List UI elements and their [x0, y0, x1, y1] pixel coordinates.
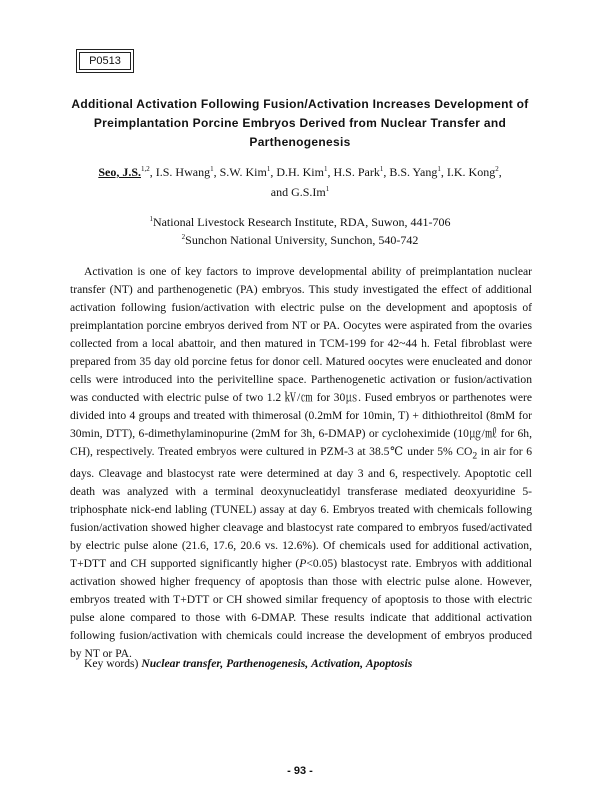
- author-affiliation-mark: 1: [266, 165, 271, 173]
- author-affiliation-mark: 1: [323, 165, 328, 173]
- page-number: - 93 -: [287, 765, 313, 777]
- keyword: Parthenogenesis: [226, 657, 306, 670]
- paper-title: Additional Activation Following Fusion/Activation Increases Development of Preimplantation Porcine Embryos Derived from Nuclear Transfer and Parthenogenesis: [71, 97, 529, 149]
- author: H.S. Park$^1$,: [333, 165, 390, 179]
- affiliation-list: [80, 213, 520, 249]
- author: B.S. Yang$^1$,: [389, 165, 447, 179]
- affiliation: [80, 213, 520, 231]
- abstract-code-box: P0513: [79, 52, 131, 70]
- keywords-line: Key words) Nuclear transfer, Parthenogenesis, Activation, Apoptosis: [84, 657, 413, 670]
- author-name: B.S. Yang: [389, 165, 438, 179]
- keyword: Activation: [311, 657, 361, 670]
- author-first: Seo, J.S.$^{1,2}$,: [98, 165, 156, 179]
- author: [291, 185, 329, 199]
- author-name: H.S. Park: [333, 165, 380, 179]
- author-affiliation-mark: 2: [495, 165, 499, 173]
- author-name: D.H. Kim: [276, 165, 324, 179]
- affiliation-mark: 2: [181, 233, 186, 241]
- affiliation-mark: 1: [149, 215, 153, 223]
- affiliation-text: Sunchon National University, Sunchon, 540-742: [185, 233, 419, 247]
- keyword: Apoptosis: [365, 657, 413, 670]
- author-name: Seo, J.S.: [98, 165, 141, 179]
- author-name: G.S.Im: [291, 185, 326, 199]
- author-name: I.S. Hwang: [155, 165, 211, 179]
- author-conjunction: and: [270, 185, 292, 199]
- keywords-label: Key words): [84, 657, 139, 670]
- affiliation: [80, 231, 520, 249]
- author-affiliation-mark: 1: [325, 185, 330, 193]
- author: S.W. Kim$^1$,: [219, 165, 277, 179]
- author: D.H. Kim$^1$,: [276, 165, 334, 179]
- author-affiliation-mark: 1,2: [141, 165, 150, 173]
- author-affiliation-mark: 1: [437, 165, 441, 173]
- author: I.S. Hwang$^1$,: [155, 165, 220, 179]
- p-value-symbol: P: [299, 557, 307, 571]
- author-affiliation-mark: 1: [379, 165, 384, 173]
- author-list: [80, 162, 520, 202]
- author-name: I.K. Kong: [446, 165, 496, 179]
- author: I.K. Kong$^2$,: [446, 165, 502, 179]
- abstract-body: Activation is one of key factors to improve developmental ability of preimplantation nuclear transfer (NT) and parthenogenetic (PA) embryos. This study investigated the effect of additional activation following fusion/activation with electric pulse on the development and apoptosis of preimplantation porcine embryos derived from NT or PA. Oocytes were aspirated from the ovaries collected from a local abattoir, and then matured in TCM-199 for 42~44 h. Fetal fibroblast were prepared from 35 day old porcine fetus for donor cell. Matured oocytes were enucleated and donor cells were introduced into the perivitelline space. Parthenogenetic activation or fusion/activation was conducted with electric pulse of two 1.2 ㎸/㎝ for 30㎲. Fused embryos or parthenotes were divided into 4 groups and treated with thimerosal (0.2mM for 10min, T) + dithiothreitol (8mM for 30min, DTT), 6-dimethylaminopurine (2mM for 3h, 6-DMAP) or cycloheximide (10㎍/㎖ for 6h, CH), respectively. Treated embryos were cultured in PZM-3 at 38.5℃ under 5% $CO_2$ in air for 6 days. Cleavage and blastocyst rate were determined at day 3 and 6, respectively. Apoptotic cell death was analyzed with a terminal deoxynucleatidyl transferase mediated deoxyuridine 5-triphosphate nick-end labling (TUNEL) assay at day 6. Embryos treated with chemicals following fusion/activation showed higher cleavage and blastocyst rate compared to embryos fused/activated by electric pulse alone (21.6, 17.6, 20.6 vs. 12.6%). Of chemicals used for additional activation, T+DTT and CH supported significantly higher (P<0.05) blastocyst rate. Embryos with additional activation showed higher frequency of apoptosis than those with electric pulse alone. However, embryos treated with T+DTT or CH showed similar frequency of apoptosis to those with electric pulse alone compared to those with 6-DMAP. These results indicate that additional activation following fusion/activation with chemicals could increase the development of embryos produced by NT or PA.: [70, 265, 533, 661]
- author-affiliation-mark: 1: [210, 165, 214, 173]
- keyword: Nuclear transfer: [141, 657, 221, 670]
- author-name: S.W. Kim: [219, 165, 267, 179]
- affiliation-text: National Livestock Research Institute, RDA, Suwon, 441-706: [152, 215, 451, 229]
- co2-subscript: 2: [472, 450, 478, 462]
